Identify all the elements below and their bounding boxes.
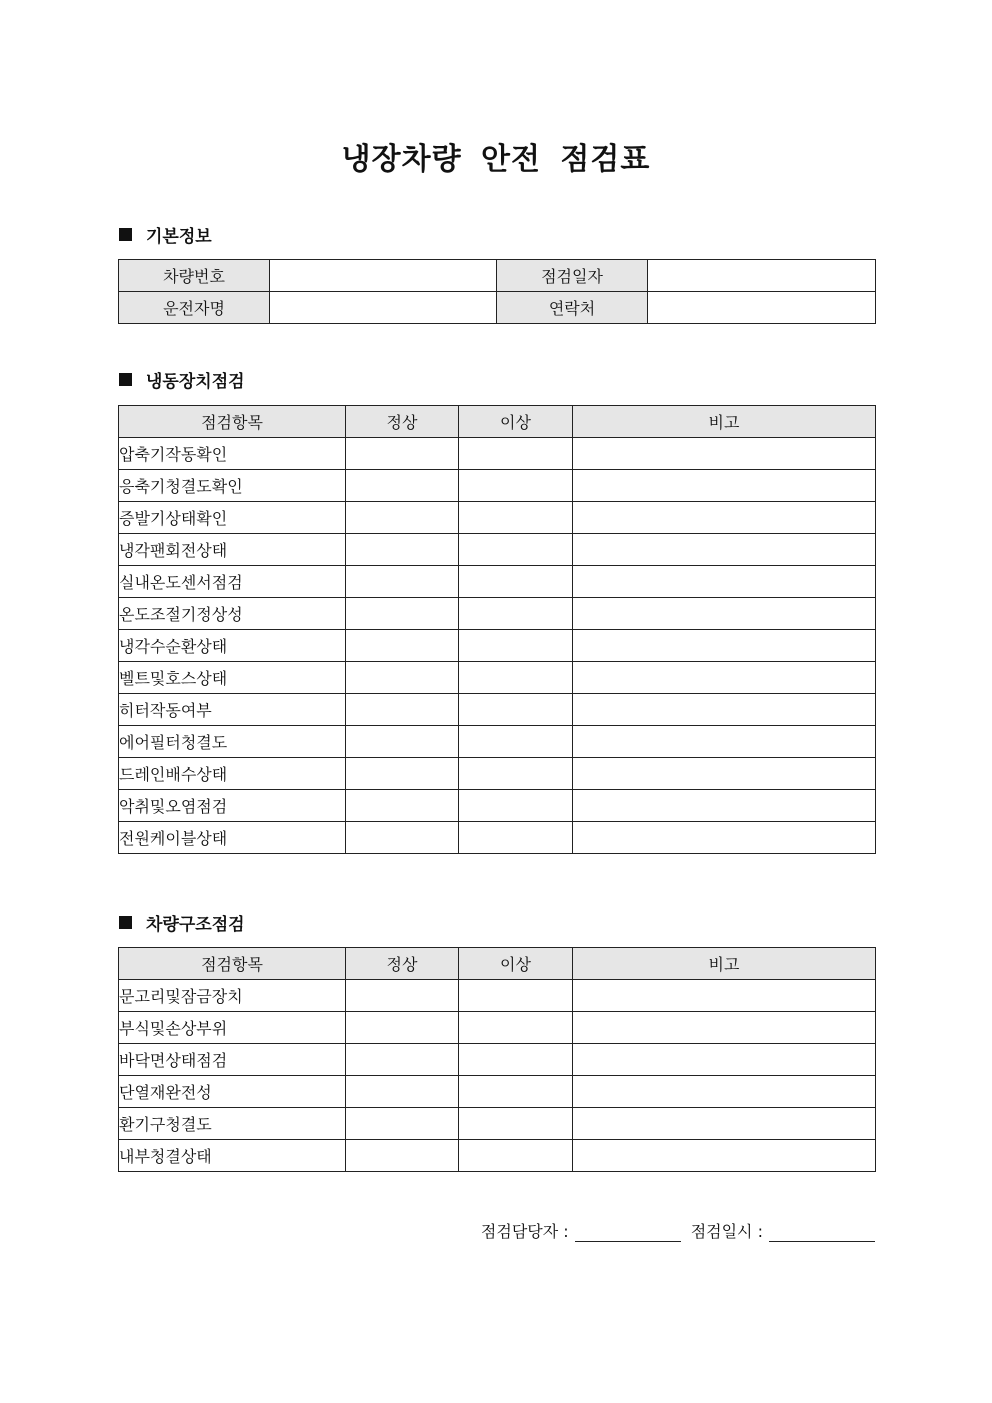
remarks-cell[interactable] bbox=[573, 566, 876, 598]
normal-check-cell[interactable] bbox=[346, 470, 459, 502]
table-row bbox=[119, 980, 876, 1012]
table-row bbox=[119, 534, 876, 566]
check-item-label: 실내온도센서점검 bbox=[119, 566, 346, 598]
table-row bbox=[119, 470, 876, 502]
contact-field[interactable] bbox=[648, 292, 876, 324]
column-header-remarks: 비고 bbox=[573, 406, 876, 438]
structure-check-table bbox=[118, 947, 876, 1172]
remarks-cell[interactable] bbox=[573, 1076, 876, 1108]
table-row bbox=[119, 1012, 876, 1044]
remarks-cell[interactable] bbox=[573, 980, 876, 1012]
check-item-label: 부식및손상부위 bbox=[119, 1012, 346, 1044]
remarks-cell[interactable] bbox=[573, 534, 876, 566]
square-bullet-icon bbox=[119, 373, 132, 386]
normal-check-cell[interactable] bbox=[346, 726, 459, 758]
table-row bbox=[119, 566, 876, 598]
table-row bbox=[119, 1108, 876, 1140]
column-header-remarks: 비고 bbox=[573, 948, 876, 980]
check-item-label: 냉각팬회전상태 bbox=[119, 534, 346, 566]
vehicle-number-field[interactable] bbox=[270, 260, 497, 292]
normal-check-cell[interactable] bbox=[346, 566, 459, 598]
table-row bbox=[119, 1140, 876, 1172]
check-item-label: 벨트및호스상태 bbox=[119, 662, 346, 694]
abnormal-check-cell[interactable] bbox=[459, 694, 573, 726]
basic-info-table bbox=[118, 259, 876, 324]
table-row bbox=[119, 1044, 876, 1076]
inspector-label: 점검담당자 : bbox=[480, 1222, 569, 1241]
check-item-label: 응축기청결도확인 bbox=[119, 470, 346, 502]
normal-check-cell[interactable] bbox=[346, 790, 459, 822]
section-title: 차량구조점검 bbox=[146, 914, 245, 935]
label-contact: 연락처 bbox=[497, 292, 648, 324]
normal-check-cell[interactable] bbox=[346, 630, 459, 662]
remarks-cell[interactable] bbox=[573, 1140, 876, 1172]
normal-check-cell[interactable] bbox=[346, 694, 459, 726]
abnormal-check-cell[interactable] bbox=[459, 822, 573, 854]
check-item-label: 전원케이블상태 bbox=[119, 822, 346, 854]
normal-check-cell[interactable] bbox=[346, 598, 459, 630]
table-row bbox=[119, 1076, 876, 1108]
normal-check-cell[interactable] bbox=[346, 1012, 459, 1044]
table-row bbox=[119, 822, 876, 854]
normal-check-cell[interactable] bbox=[346, 502, 459, 534]
inspection-datetime-blank-line[interactable] bbox=[769, 1223, 875, 1242]
remarks-cell[interactable] bbox=[573, 470, 876, 502]
inspection-datetime-label: 점검일시 : bbox=[690, 1222, 763, 1241]
remarks-cell[interactable] bbox=[573, 438, 876, 470]
remarks-cell[interactable] bbox=[573, 662, 876, 694]
abnormal-check-cell[interactable] bbox=[459, 1140, 573, 1172]
table-row bbox=[119, 758, 876, 790]
check-item-label: 냉각수순환상태 bbox=[119, 630, 346, 662]
check-item-label: 내부청결상태 bbox=[119, 1140, 346, 1172]
abnormal-check-cell[interactable] bbox=[459, 1044, 573, 1076]
section-heading-structure bbox=[119, 910, 245, 934]
column-header-item: 점검항목 bbox=[119, 948, 346, 980]
normal-check-cell[interactable] bbox=[346, 438, 459, 470]
table-row bbox=[119, 694, 876, 726]
section-title: 기본정보 bbox=[146, 226, 212, 247]
section-heading-basic-info bbox=[119, 222, 212, 246]
check-item-label: 히터작동여부 bbox=[119, 694, 346, 726]
abnormal-check-cell[interactable] bbox=[459, 502, 573, 534]
label-driver-name: 운전자명 bbox=[119, 292, 270, 324]
column-header-abnormal: 이상 bbox=[459, 406, 573, 438]
table-row bbox=[119, 438, 876, 470]
square-bullet-icon bbox=[119, 228, 132, 241]
column-header-abnormal: 이상 bbox=[459, 948, 573, 980]
remarks-cell[interactable] bbox=[573, 1108, 876, 1140]
signature-footer bbox=[481, 1219, 875, 1242]
table-row bbox=[119, 662, 876, 694]
abnormal-check-cell[interactable] bbox=[459, 566, 573, 598]
abnormal-check-cell[interactable] bbox=[459, 1108, 573, 1140]
table-row bbox=[119, 598, 876, 630]
check-item-label: 압축기작동확인 bbox=[119, 438, 346, 470]
check-item-label: 문고리및잠금장치 bbox=[119, 980, 346, 1012]
abnormal-check-cell[interactable] bbox=[459, 790, 573, 822]
remarks-cell[interactable] bbox=[573, 726, 876, 758]
freezer-check-table bbox=[118, 405, 876, 854]
abnormal-check-cell[interactable] bbox=[459, 470, 573, 502]
abnormal-check-cell[interactable] bbox=[459, 1076, 573, 1108]
normal-check-cell[interactable] bbox=[346, 534, 459, 566]
remarks-cell[interactable] bbox=[573, 1044, 876, 1076]
column-header-normal: 정상 bbox=[346, 406, 459, 438]
remarks-cell[interactable] bbox=[573, 694, 876, 726]
remarks-cell[interactable] bbox=[573, 598, 876, 630]
driver-name-field[interactable] bbox=[270, 292, 497, 324]
label-vehicle-number: 차량번호 bbox=[119, 260, 270, 292]
section-heading-freezer bbox=[119, 367, 245, 391]
abnormal-check-cell[interactable] bbox=[459, 726, 573, 758]
abnormal-check-cell[interactable] bbox=[459, 662, 573, 694]
normal-check-cell[interactable] bbox=[346, 758, 459, 790]
normal-check-cell[interactable] bbox=[346, 1076, 459, 1108]
remarks-cell[interactable] bbox=[573, 630, 876, 662]
abnormal-check-cell[interactable] bbox=[459, 758, 573, 790]
abnormal-check-cell[interactable] bbox=[459, 980, 573, 1012]
check-item-label: 증발기상태확인 bbox=[119, 502, 346, 534]
abnormal-check-cell[interactable] bbox=[459, 1012, 573, 1044]
remarks-cell[interactable] bbox=[573, 758, 876, 790]
table-row bbox=[119, 502, 876, 534]
inspector-blank-line[interactable] bbox=[575, 1223, 681, 1242]
table-row bbox=[119, 630, 876, 662]
normal-check-cell[interactable] bbox=[346, 1108, 459, 1140]
square-bullet-icon bbox=[119, 916, 132, 929]
normal-check-cell[interactable] bbox=[346, 1140, 459, 1172]
normal-check-cell[interactable] bbox=[346, 822, 459, 854]
remarks-cell[interactable] bbox=[573, 1012, 876, 1044]
check-item-label: 에어필터청결도 bbox=[119, 726, 346, 758]
label-inspection-date: 점검일자 bbox=[497, 260, 648, 292]
check-item-label: 환기구청결도 bbox=[119, 1108, 346, 1140]
check-item-label: 드레인배수상태 bbox=[119, 758, 346, 790]
remarks-cell[interactable] bbox=[573, 822, 876, 854]
inspection-date-field[interactable] bbox=[648, 260, 876, 292]
remarks-cell[interactable] bbox=[573, 790, 876, 822]
normal-check-cell[interactable] bbox=[346, 1044, 459, 1076]
table-row bbox=[119, 726, 876, 758]
table-row bbox=[119, 292, 876, 324]
abnormal-check-cell[interactable] bbox=[459, 534, 573, 566]
table-row bbox=[119, 260, 876, 292]
normal-check-cell[interactable] bbox=[346, 980, 459, 1012]
document-title: 냉장차량 안전 점검표 bbox=[341, 142, 651, 177]
table-header-row bbox=[119, 406, 876, 438]
check-item-label: 바닥면상태점검 bbox=[119, 1044, 346, 1076]
abnormal-check-cell[interactable] bbox=[459, 630, 573, 662]
table-row bbox=[119, 790, 876, 822]
section-title: 냉동장치점검 bbox=[146, 371, 245, 392]
check-item-label: 온도조절기정상성 bbox=[119, 598, 346, 630]
remarks-cell[interactable] bbox=[573, 502, 876, 534]
table-header-row bbox=[119, 948, 876, 980]
normal-check-cell[interactable] bbox=[346, 662, 459, 694]
column-header-normal: 정상 bbox=[346, 948, 459, 980]
column-header-item: 점검항목 bbox=[119, 406, 346, 438]
check-item-label: 악취및오염점검 bbox=[119, 790, 346, 822]
abnormal-check-cell[interactable] bbox=[459, 598, 573, 630]
check-item-label: 단열재완전성 bbox=[119, 1076, 346, 1108]
abnormal-check-cell[interactable] bbox=[459, 438, 573, 470]
